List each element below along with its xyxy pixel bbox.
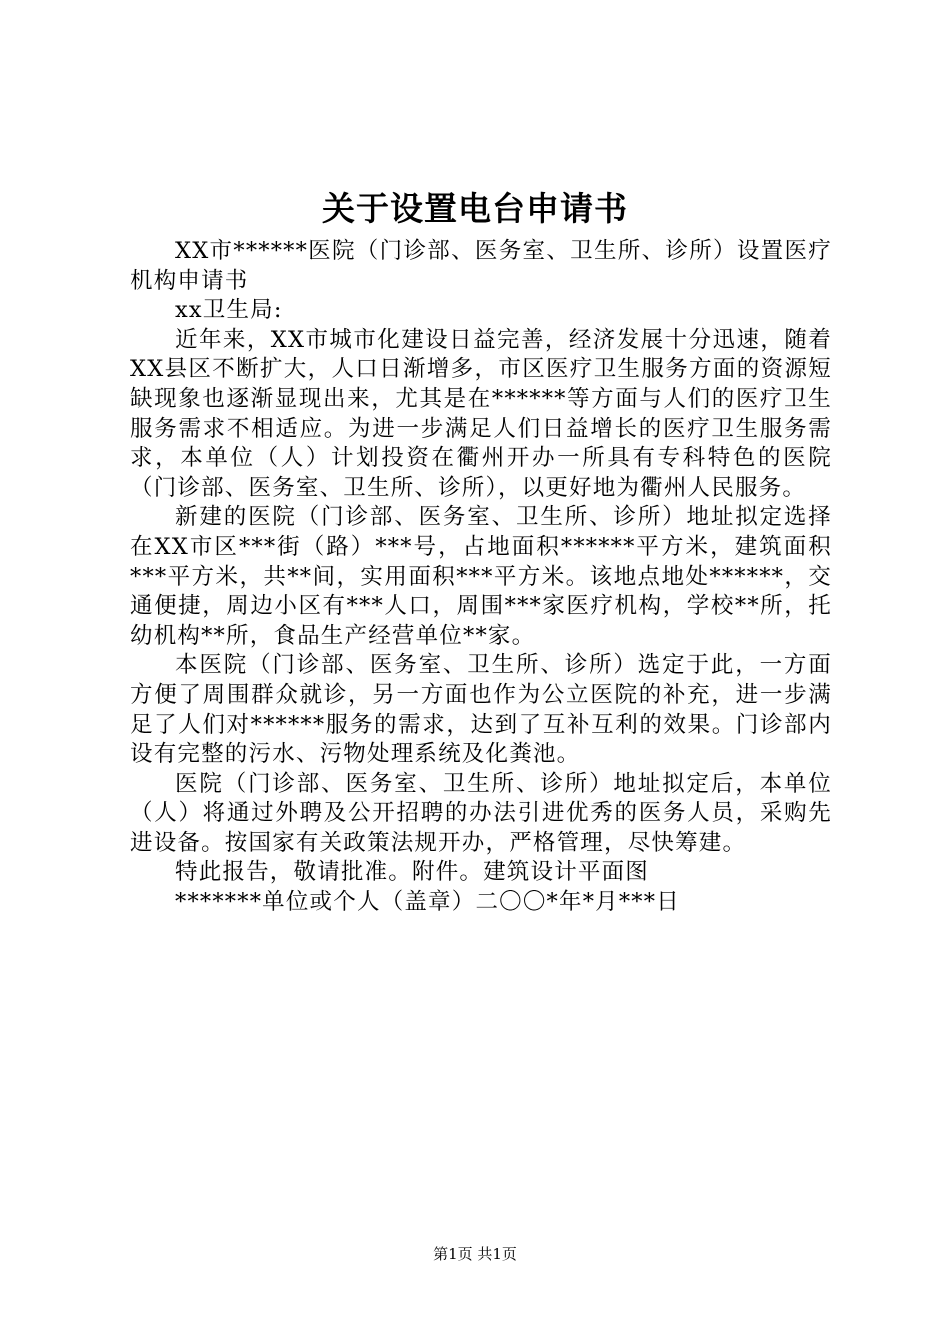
document-title: 关于设置电台申请书	[322, 189, 628, 228]
paragraph-plan: 医院（门诊部、医务室、卫生所、诊所）地址拟定后，本单位（人）将通过外聘及公开招聘的办法引进优秀的医务人员，采购先进设备。按国家有关政策法规开办，严格管理，尽快筹建。	[130, 770, 832, 856]
document-body	[130, 237, 832, 918]
page-footer: 第1页 共1页	[433, 1245, 517, 1263]
paragraph-background: 近年来，XX市城市化建设日益完善，经济发展十分迅速，随着XX县区不断扩大，人口日渐增多，市区医疗卫生服务方面的资源短缺现象也逐渐显现出来，尤其是在******等方面与人们的医疗卫生服务需求不相适应。为进一步满足人们日益增长的医疗卫生服务需求，本单位（人）计划投资在衢州开办一所具有专科特色的医院（门诊部、医务室、卫生所、诊所），以更好地为衢州人民服务。	[130, 326, 832, 501]
paragraph-location: 新建的医院（门诊部、医务室、卫生所、诊所）地址拟定选择在XX市区***街（路）***号，占地面积******平方米，建筑面积***平方米，共**间，实用面积***平方米。该地点地处******，交通便捷，周边小区有***人口，周围***家医疗机构，学校**所，托幼机构**所，食品生产经营单位**家。	[130, 504, 832, 649]
paragraph-addressee: xx卫生局:	[175, 297, 283, 324]
paragraph-signature: *******单位或个人（盖章）二〇〇*年*月***日	[175, 889, 680, 916]
paragraph-heading: XX市******医院（门诊部、医务室、卫生所、诊所）设置医疗机构申请书	[130, 238, 832, 294]
paragraph-closing: 特此报告，敬请批准。附件。建筑设计平面图	[175, 859, 650, 886]
paragraph-benefits: 本医院（门诊部、医务室、卫生所、诊所）选定于此，一方面方便了周围群众就诊，另一方面也作为公立医院的补充，进一步满足了人们对******服务的需求，达到了互补互利的效果。门诊部内设有完整的污水、污物处理系统及化粪池。	[130, 652, 832, 768]
